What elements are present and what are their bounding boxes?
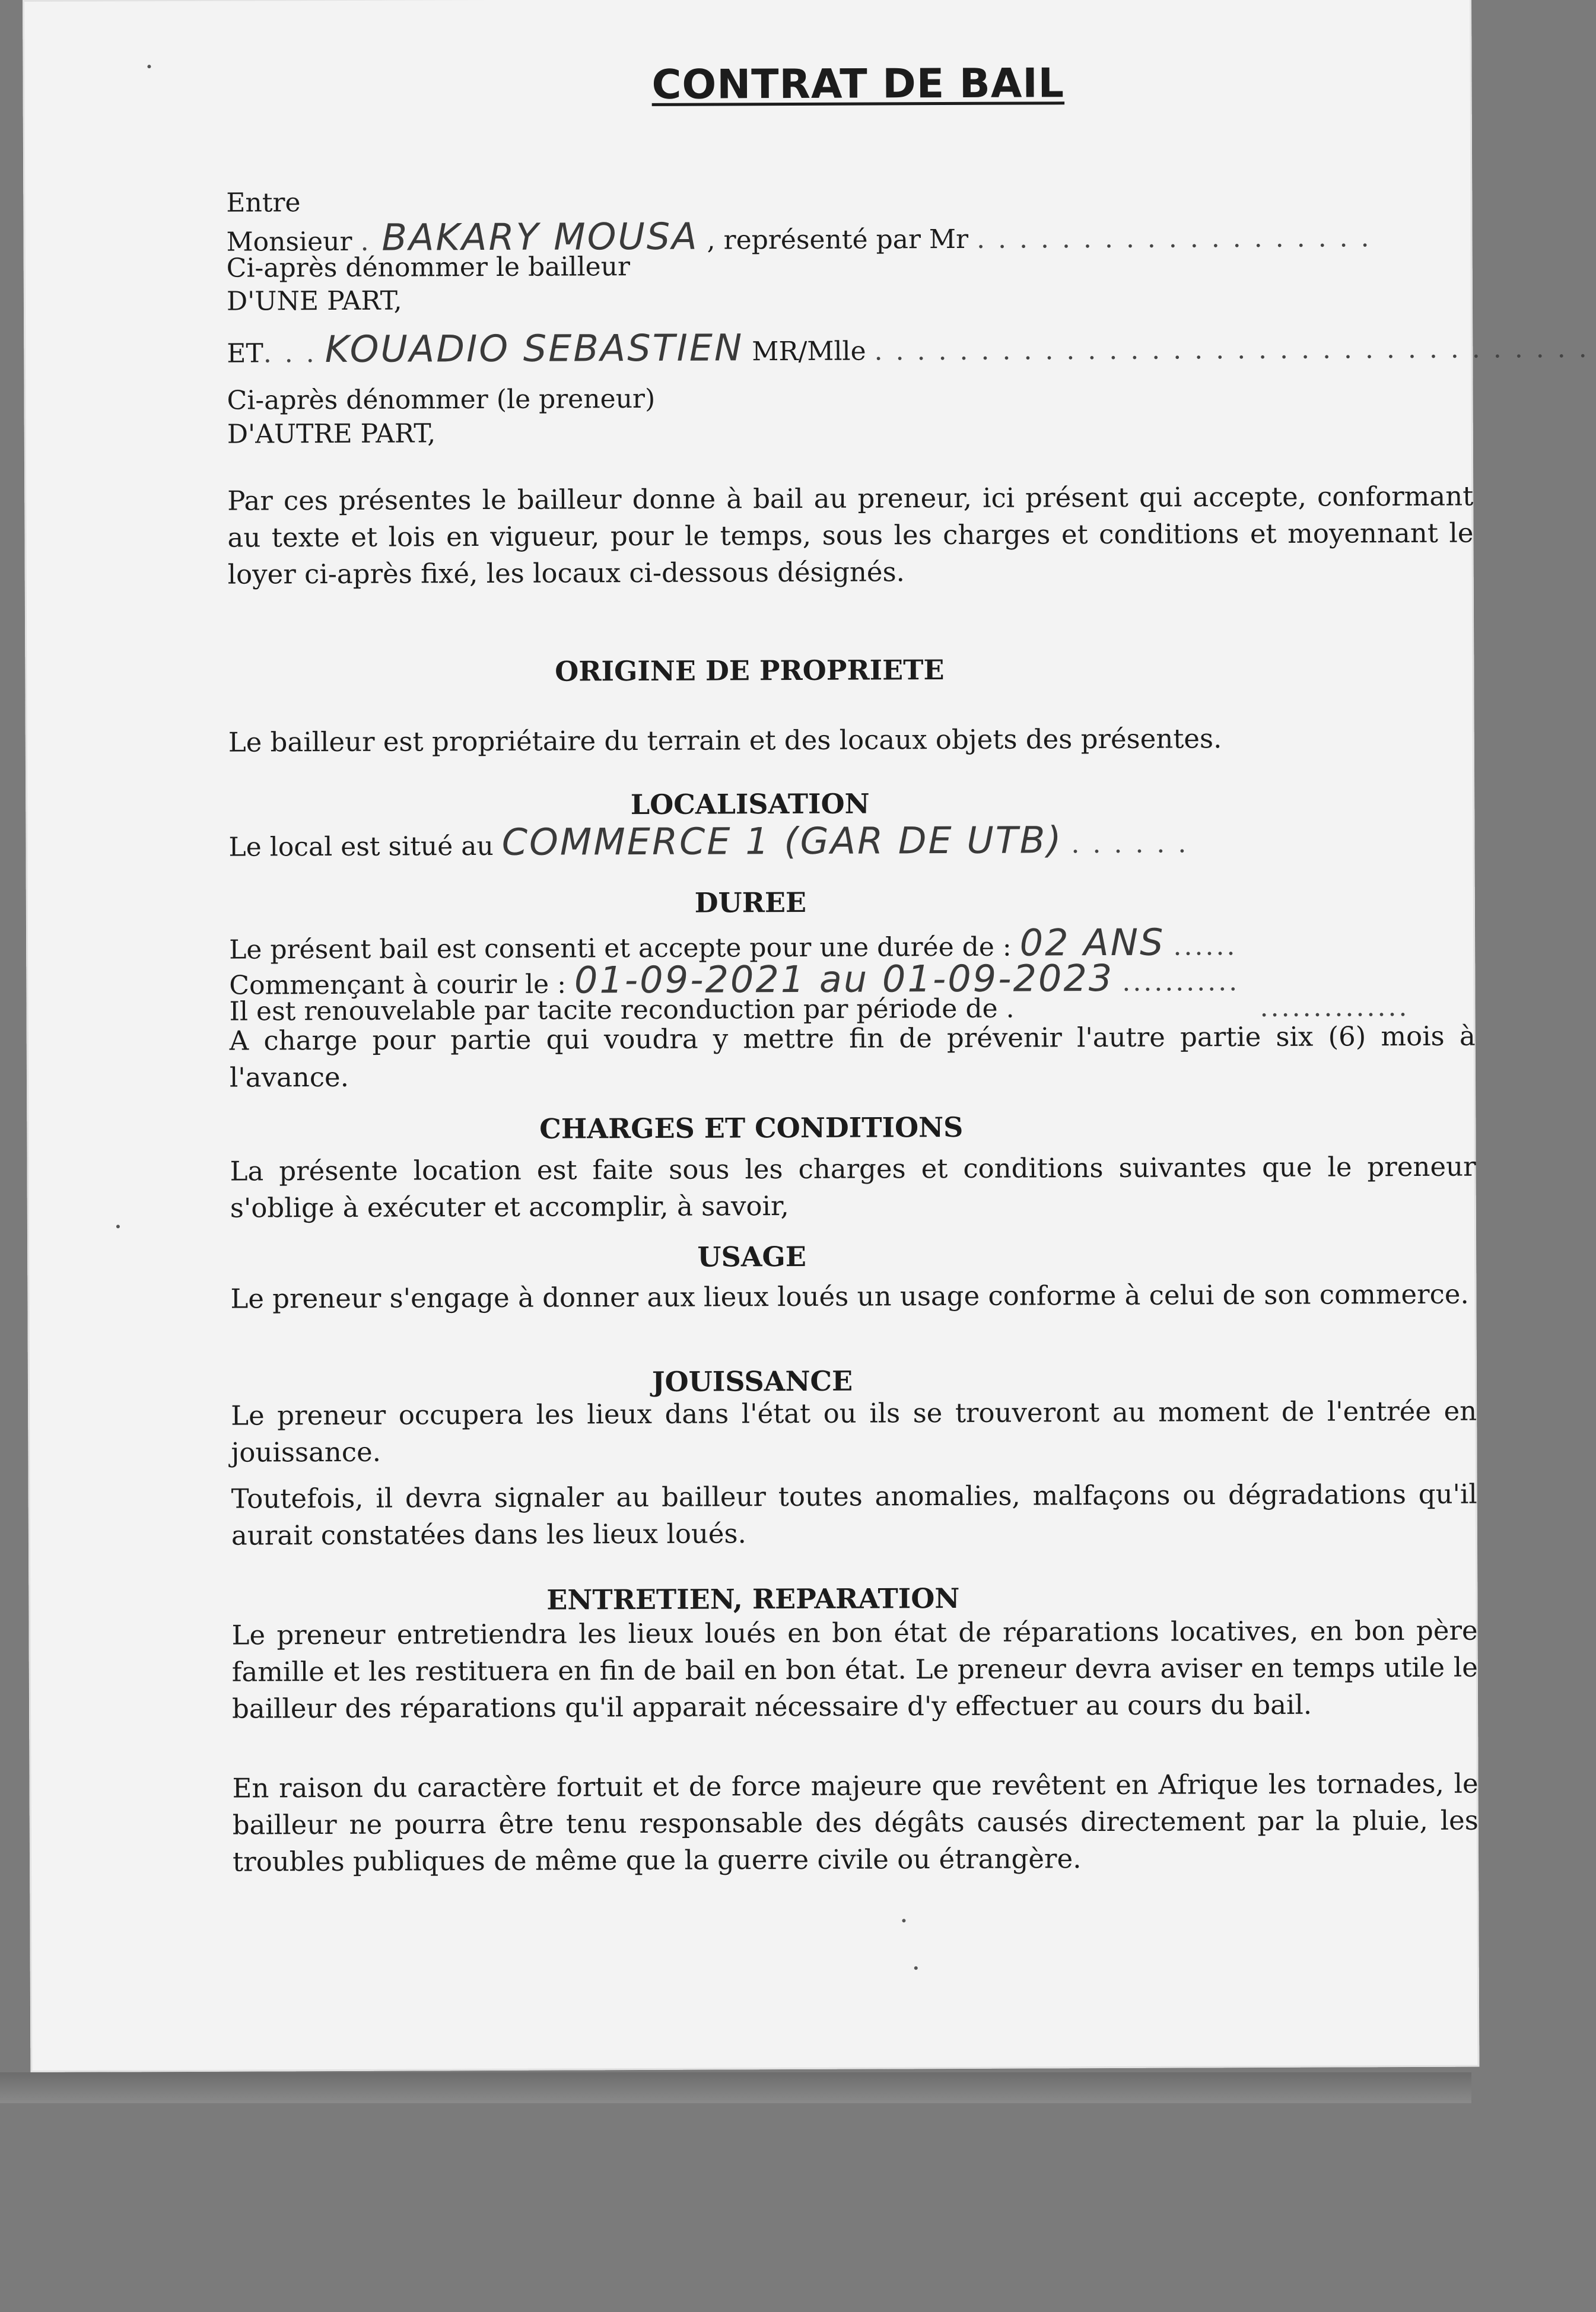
- scan-speck: [914, 1966, 918, 1970]
- dot-leader: ...........: [1122, 966, 1240, 997]
- dot-leader: ..............: [1260, 992, 1410, 1023]
- bailleur-note: Ci-après dénommer le bailleur: [226, 252, 631, 284]
- bailleur-line: [226, 214, 1372, 259]
- duree-line-2: [229, 956, 1240, 1002]
- duree-preavis: A charge pour partie qui voudra y mettre fin de prévenir l'autre partie six (6) mois à l'avance.: [229, 1020, 1476, 1093]
- duree-heading: DUREE: [694, 886, 807, 919]
- entretien-text-2: En raison du caractère fortuit et de force majeure que revêtent en Afrique les tornades, le bailleur ne pourra être tenu responsable des dégâts causés directement par la pluie, les troubles publiques de même que la guerre civile ou étrangère.: [232, 1767, 1479, 1878]
- origine-heading: ORIGINE DE PROPRIETE: [555, 654, 945, 688]
- intro-paragraph: Par ces présentes le bailleur donne à bail au preneur, ici présent qui accepte, conformant au texte et lois en vigueur, pour le temps, sous les charges et conditions et moyennant le loyer ci-après fixé, les locaux ci-dessous désignés.: [227, 480, 1474, 590]
- et-label: ET: [227, 338, 263, 369]
- usage-text: Le preneur s'engage à donner aux lieux loués un usage conforme à celui de son commerce.: [230, 1278, 1469, 1315]
- charges-text: La présente location est faite sous les charges et conditions suivantes que le preneur s'oblige à exécuter et accomplir, à savoir,: [230, 1150, 1476, 1224]
- monsieur-label: Monsieur: [226, 226, 352, 257]
- localisation-heading: LOCALISATION: [630, 787, 870, 821]
- jouissance-text-2: Toutefois, il devra signaler au bailleur toutes anomalies, malfaçons ou dégradations qu'il aurait constatées dans les lieux loués.: [231, 1478, 1477, 1551]
- entre-label: Entre: [226, 187, 301, 218]
- dot-leader: . . . . . . . . . . . . . . . . . . . . . . . . . . . . . . . . . .: [874, 333, 1589, 367]
- commencant-label: Commençant à courir le :: [229, 969, 567, 1001]
- scanner-edge: [0, 2072, 1471, 2103]
- dot-leader: . . .: [263, 338, 317, 369]
- preneur-line: [227, 326, 1589, 371]
- jouissance-text-1: Le preneur occupera les lieux dans l'état ou ils se trouveront au moment de l'entrée en jouissance.: [231, 1395, 1477, 1468]
- bailleur-name-handwritten: BAKARY MOUSA: [381, 214, 699, 259]
- duree-label: Le présent bail est consenti et accepte pour une durée de :: [229, 931, 1012, 965]
- usage-heading: USAGE: [697, 1240, 806, 1273]
- charges-heading: CHARGES ET CONDITIONS: [539, 1111, 964, 1145]
- dot-leader: . . . . . . . . . . . . . . . . . . .: [976, 222, 1372, 255]
- entretien-text-1: Le preneur entretiendra les lieux loués en bon état de réparations locatives, en bon père famille et les restituera en fin de bail en bon état. Le preneur devra aviser en temps utile le bailleur des réparations qu'il apparait nécessaire d'y effectuer au cours du bail.: [231, 1614, 1478, 1725]
- dot-leader: ......: [1173, 931, 1238, 962]
- scan-speck: [116, 1225, 120, 1228]
- une-part-label: D'UNE PART,: [226, 285, 402, 317]
- mr-mme-label: MR/Mlle: [752, 336, 866, 367]
- entretien-heading: ENTRETIEN, REPARATION: [546, 1582, 960, 1616]
- preneur-note: Ci-après dénommer (le preneur): [227, 383, 656, 416]
- localisation-handwritten: COMMERCE 1 (GAR DE UTB): [501, 818, 1063, 864]
- duree-handwritten: 02 ANS: [1019, 920, 1165, 965]
- preneur-name-handwritten: KOUADIO SEBASTIEN: [325, 326, 744, 371]
- dot-leader: .: [360, 226, 382, 257]
- document-title: CONTRAT DE BAIL: [651, 60, 1065, 109]
- renouvelable-label: Il est renouvelable par tacite reconduction par période de .: [229, 993, 1015, 1027]
- origine-text: Le bailleur est propriétaire du terrain et des locaux objets des présentes.: [228, 723, 1222, 758]
- dates-handwritten: 01-09-2021 au 01-09-2023: [574, 956, 1114, 1002]
- localisation-label: Le local est situé au: [228, 831, 494, 863]
- localisation-line: [228, 818, 1189, 864]
- jouissance-heading: JOUISSANCE: [651, 1365, 853, 1398]
- represente-label: , représenté par Mr: [707, 224, 969, 256]
- document-page: [23, 0, 1589, 2072]
- scan-speck: [902, 1919, 905, 1922]
- dot-leader: . . . . . .: [1071, 828, 1189, 860]
- scan-speck: [147, 65, 151, 68]
- autre-part-label: D'AUTRE PART,: [227, 418, 436, 450]
